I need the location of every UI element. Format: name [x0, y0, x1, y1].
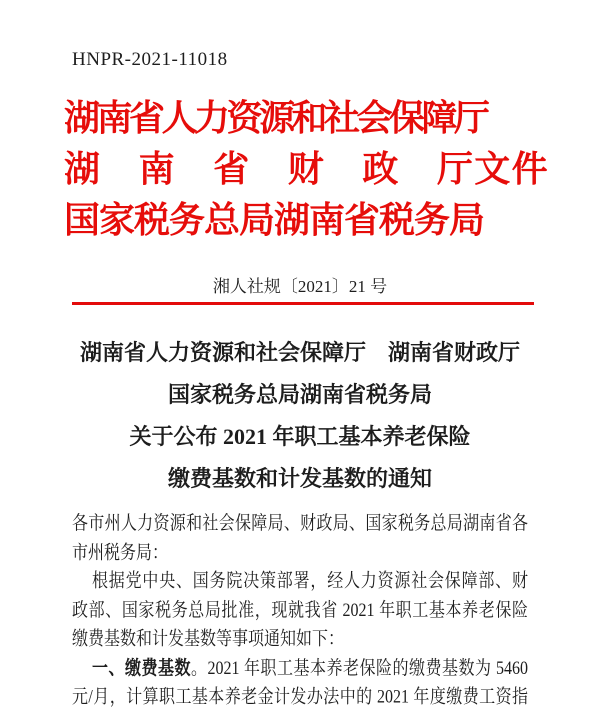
red-header-line-3: 国家税务总局湖南省税务局: [64, 200, 485, 240]
red-header-line-2: 湖 南 省 财 政 厅文件: [64, 149, 549, 189]
title-line-2: 国家税务总局湖南省税务局: [167, 382, 432, 407]
title-line-4: 缴费基数和计发基数的通知: [167, 466, 432, 491]
document-title: [50, 332, 550, 500]
section-heading-bold: 一、缴费基数: [92, 658, 191, 679]
paragraph-2-line-2: 元/月，计算职工基本养老金计发办法中的 2021 年度缴费工资指: [72, 687, 528, 708]
red-header: [64, 93, 551, 246]
paragraph-2-line-1: [72, 655, 528, 684]
red-header-line-1: 湖南省人力资源和社会保障厅: [64, 98, 487, 138]
salutation-line-2: 市州税务局：: [72, 542, 169, 563]
red-divider-line: [72, 302, 534, 305]
paragraph-1-line-3: 缴费基数和计发基数等事项通知如下：: [72, 629, 345, 650]
title-line-3: 关于公布 2021 年职工基本养老保险: [129, 424, 471, 449]
document-code: HNPR-2021-11018: [72, 49, 228, 70]
paragraph-2-line-1-rest: 。2021 年职工基本养老保险的缴费基数为 5460: [191, 658, 528, 679]
document-body: [72, 510, 528, 712]
document-number: 湘人社规〔2021〕21 号: [212, 277, 388, 296]
paragraph-1-line-2: 政部、国家税务总局批准，现就我省 2021 年职工基本养老保险: [72, 600, 528, 621]
title-line-1: 湖南省人力资源和社会保障厅 湖南省财政厅: [79, 340, 520, 365]
salutation-line-1: 各市州人力资源和社会保障局、财政局、国家税务总局湖南省各: [72, 513, 528, 534]
paragraph-1-line-1: 根据党中央、国务院决策部署，经人力资源社会保障部、财: [92, 571, 528, 592]
